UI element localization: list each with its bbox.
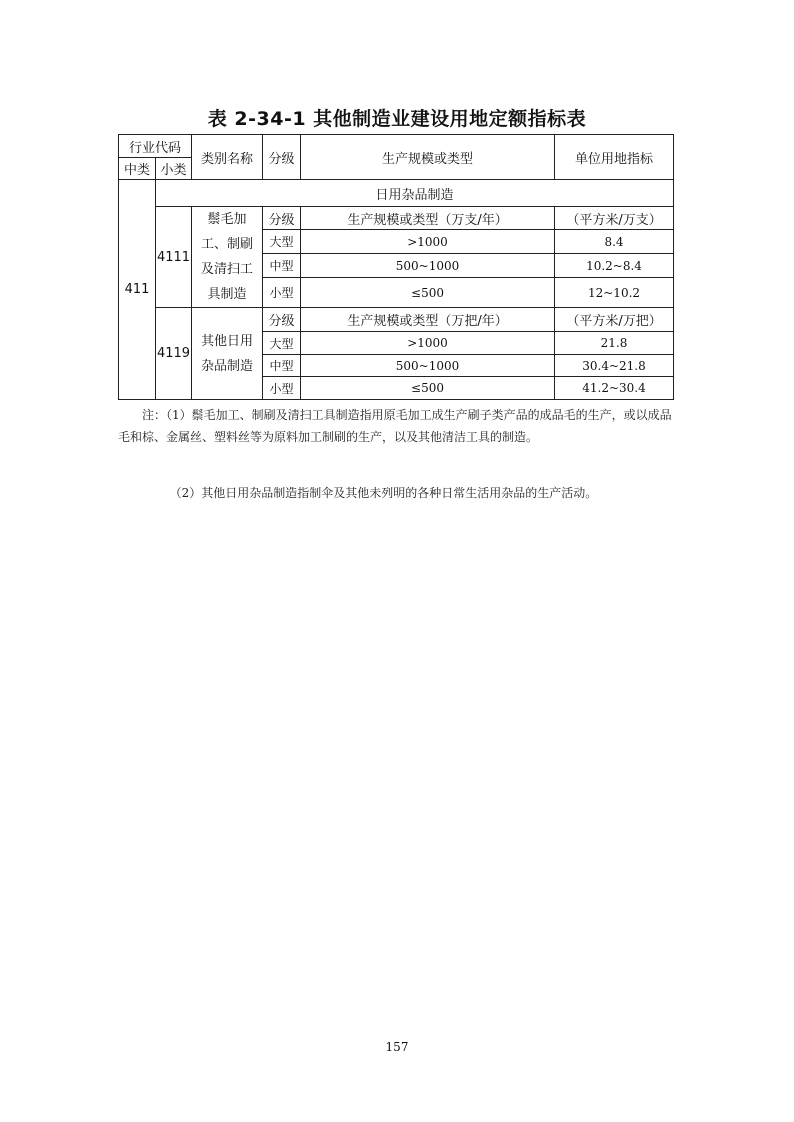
header-middle-class: 中类 — [119, 158, 156, 180]
index-cell: 12~10.2 — [555, 278, 674, 308]
subheader-unit: （平方米/万把） — [555, 308, 674, 332]
subheader-scale: 生产规模或类型（万支/年） — [301, 207, 555, 230]
grade-cell: 大型 — [263, 230, 301, 253]
land-quota-table — [118, 134, 674, 400]
scale-cell: 500~1000 — [301, 253, 555, 277]
grade-cell: 小型 — [263, 377, 301, 400]
grade-cell: 小型 — [263, 278, 301, 308]
header-industry-code: 行业代码 — [119, 135, 192, 158]
grade-cell: 大型 — [263, 332, 301, 355]
small-class-code-4111: 4111 — [156, 207, 192, 308]
header-unit-land: 单位用地指标 — [555, 135, 674, 180]
index-cell: 8.4 — [555, 230, 674, 253]
note-2: （2）其他日用杂品制造指制伞及其他未列明的各种日常生活用杂品的生产活动。 — [169, 486, 598, 500]
header-small-class: 小类 — [156, 158, 192, 180]
subheader-grade: 分级 — [263, 308, 301, 332]
middle-class-code: 411 — [119, 180, 156, 400]
scale-cell: >1000 — [301, 230, 555, 253]
category-name-4111: 鬃毛加工、制刷及清扫工具制造 — [192, 207, 263, 308]
header-grade: 分级 — [263, 135, 301, 180]
subheader-unit: （平方米/万支） — [555, 207, 674, 230]
scale-cell: 500~1000 — [301, 355, 555, 377]
index-cell: 30.4~21.8 — [555, 355, 674, 377]
index-cell: 41.2~30.4 — [555, 377, 674, 400]
category-name-4119: 其他日用杂品制造 — [192, 308, 263, 400]
page-number: 157 — [385, 1040, 409, 1054]
subheader-grade: 分级 — [263, 207, 301, 230]
index-cell: 10.2~8.4 — [555, 253, 674, 277]
section-title: 日用杂品制造 — [156, 180, 674, 207]
note-1: 注：（1）鬃毛加工、制刷及清扫工具制造指用原毛加工成生产刷子类产品的成品毛的生产，或以成品毛和棕、金属丝、塑料丝等为原料加工制刷的生产，以及其他清洁工具的制造。 — [118, 408, 672, 444]
subheader-scale: 生产规模或类型（万把/年） — [301, 308, 555, 332]
grade-cell: 中型 — [263, 253, 301, 277]
header-scale-type: 生产规模或类型 — [301, 135, 555, 180]
grade-cell: 中型 — [263, 355, 301, 377]
index-cell: 21.8 — [555, 332, 674, 355]
header-category-name: 类别名称 — [192, 135, 263, 180]
scale-cell: ≤500 — [301, 377, 555, 400]
scale-cell: ≤500 — [301, 278, 555, 308]
small-class-code-4119: 4119 — [156, 308, 192, 400]
table-title: 表 2-34-1 其他制造业建设用地定额指标表 — [207, 108, 587, 130]
scale-cell: >1000 — [301, 332, 555, 355]
